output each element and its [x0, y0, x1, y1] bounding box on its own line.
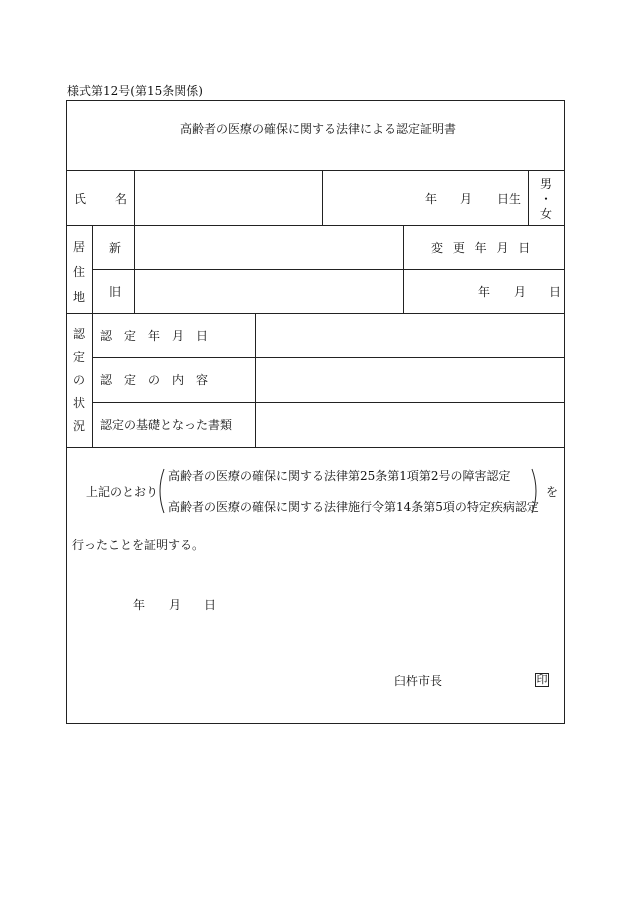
right-bracket [530, 467, 542, 515]
statement-prefix: 上記のとおり [86, 485, 159, 499]
vline-residence-date [403, 225, 404, 313]
name-label-1: 氏 [74, 192, 87, 206]
form-number-label: 様式第12号(第15条関係) [67, 84, 203, 98]
change-day-label: 日 [549, 285, 562, 299]
cert-content-label: 認 定 の 内 容 [100, 373, 209, 387]
left-bracket [154, 467, 166, 515]
divider-title [66, 170, 565, 171]
issue-year-label: 年 [133, 598, 146, 612]
seal-mark: 印 [536, 673, 548, 686]
mayor-title: 臼杵市長 [394, 674, 443, 688]
vline-name-field [322, 170, 323, 225]
change-month-label: 月 [514, 285, 527, 299]
statement-option-2: 高齢者の医療の確保に関する法律施行令第14条第5項の特定疾病認定 [168, 500, 539, 514]
cert-basis-label: 認定の基礎となった書類 [100, 418, 233, 432]
certificate-form [66, 100, 565, 724]
name-label-2: 名 [115, 192, 128, 206]
birth-month-label: 月 [460, 192, 473, 206]
vline-residence-sub [134, 225, 135, 313]
divider-residence [66, 313, 565, 314]
change-date-label: 変 更 年 月 日 [431, 241, 531, 255]
statement-suffix: を [546, 485, 559, 499]
statement-line-2: 行ったことを証明する。 [72, 538, 205, 552]
residence-old-label: 旧 [109, 285, 122, 299]
divider-cert [66, 447, 565, 448]
statement-option-1: 高齢者の医療の確保に関する法律第25条第1項第2号の障害認定 [168, 469, 511, 483]
vline-left-labels [92, 225, 93, 447]
birth-day-label: 日生 [497, 192, 522, 206]
divider-name [66, 225, 565, 226]
issue-month-label: 月 [169, 598, 182, 612]
divider-residence-mid [92, 269, 565, 270]
vline-cert-labels [255, 313, 256, 447]
sex-separator: ・ [540, 192, 553, 206]
sex-male: 男 [540, 177, 553, 191]
residence-vertical-label: 居 住 地 [72, 240, 85, 304]
birth-year-label: 年 [425, 192, 438, 206]
document-title: 高齢者の医療の確保に関する法律による認定証明書 [180, 122, 457, 136]
issue-day-label: 日 [204, 598, 217, 612]
change-year-label: 年 [478, 285, 491, 299]
sex-female: 女 [540, 207, 553, 221]
vline-name-label [134, 170, 135, 225]
certification-vertical-label: 認 定 の 状 況 [72, 327, 85, 433]
divider-cert-1 [92, 357, 565, 358]
cert-date-label: 認 定 年 月 日 [100, 329, 209, 343]
divider-cert-2 [92, 402, 565, 403]
residence-new-label: 新 [109, 241, 122, 255]
vline-sex [528, 170, 529, 225]
